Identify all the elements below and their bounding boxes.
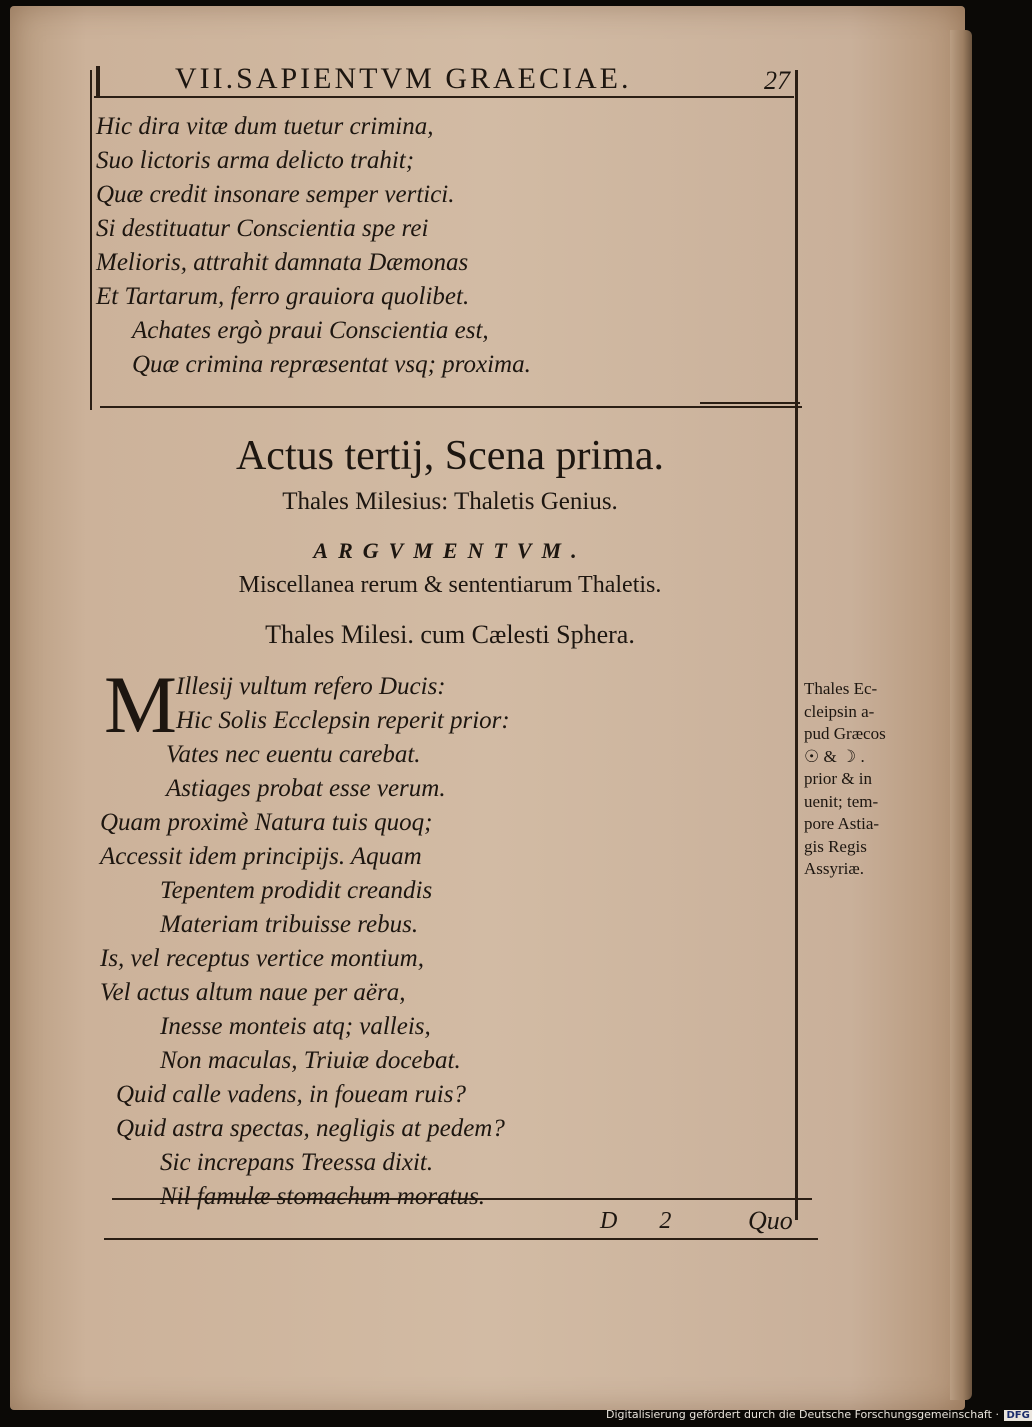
poem-line: Inesse monteis atq; valleis, — [160, 1013, 431, 1040]
poem-line: Nil famulæ stomachum moratus. — [160, 1183, 486, 1210]
poem-line: Quam proximè Natura tuis quoq; — [100, 809, 433, 836]
section-divider-right — [700, 402, 800, 404]
digitization-notice: Digitalisierung gefördert durch die Deutsche Forschungsgemeinschaft · DFG — [606, 1408, 1030, 1421]
verse-line: Quæ crimina repræsentat vsq; proxima. — [132, 351, 531, 378]
margin-note-line: Thales Ec- — [804, 679, 878, 698]
poem-line: Quid calle vadens, in foueam ruis? — [116, 1081, 466, 1108]
verse-line: Et Tartarum, ferro grauiora quolibet. — [96, 283, 470, 310]
poem-line: Astiages probat esse verum. — [166, 775, 446, 802]
margin-note-line: gis Regis — [804, 836, 867, 856]
argument-text: Miscellanea rerum & sententiarum Thaletis. — [238, 572, 662, 598]
running-header — [95, 62, 800, 96]
illustration-caption: Thales Milesi. cum Cælesti Sphera. — [265, 620, 635, 649]
margin-note-line: Assyriæ. — [804, 859, 864, 878]
poem-line: Is, vel receptus vertice montium, — [100, 945, 424, 972]
verse-line: Quæ credit insonare semper vertici. — [96, 181, 455, 208]
poem — [96, 670, 510, 1214]
section-divider — [100, 406, 802, 408]
verse-line: Suo lictoris arma delicto trahit; — [96, 147, 415, 174]
catchword: Quo — [748, 1206, 793, 1235]
poem-line: Accessit idem principijs. Aquam — [100, 843, 422, 870]
poem-line: Materiam tribuisse rebus. — [160, 911, 419, 938]
footer-rule — [104, 1238, 818, 1240]
top-verses — [96, 110, 531, 382]
argument-heading: ARGVMENTVM. — [313, 538, 587, 563]
verse-line: Melioris, attrahit damnata Dæmonas — [96, 249, 469, 276]
act-title: Actus tertij, Scena prima. — [235, 433, 665, 479]
poem-line: Hic Solis Ecclepsin reperit prior: — [176, 707, 510, 734]
header-rule-top — [96, 66, 100, 98]
dfg-logo: DFG — [1006, 1410, 1030, 1421]
margin-note-line: cleipsin a- — [804, 701, 875, 721]
digitization-notice-text: Digitalisierung gefördert durch die Deutsche Forschungsgemeinschaft — [606, 1408, 992, 1421]
verse-line: Achates ergò praui Conscientia est, — [132, 317, 489, 344]
page-edge — [950, 30, 972, 1400]
drop-cap: M — [104, 659, 177, 750]
poem-line: Tepentem prodidit creandis — [160, 877, 433, 904]
margin-note-line: prior & in — [804, 769, 872, 788]
left-border-top — [90, 70, 92, 410]
poem-line: Quid astra spectas, negligis at pedem? — [116, 1115, 505, 1142]
page-number: 27 — [764, 66, 790, 95]
scene-persons: Thales Milesius: Thaletis Genius. — [282, 488, 618, 515]
running-title: VII.SAPIENTVM GRAECIAE. — [175, 62, 632, 95]
margin-note-line: pud Græcos — [804, 724, 886, 743]
margin-note — [804, 678, 916, 881]
signature-mark: D 2 — [600, 1208, 690, 1234]
verse-line: Hic dira vitæ dum tuetur crimina, — [96, 113, 434, 140]
margin-note-line: pore Astia- — [804, 814, 880, 833]
margin-note-line: uenit; tem- — [804, 791, 879, 811]
poem-line: Illesij vultum refero Ducis: — [176, 673, 446, 700]
header-rule — [94, 96, 794, 98]
verse-line: Si destituatur Conscientia spe rei — [96, 215, 429, 242]
margin-note-line: ☉ & ☽ . — [804, 746, 865, 766]
poem-line: Non maculas, Triuiæ docebat. — [160, 1047, 461, 1074]
poem-line: Sic increpans Treessa dixit. — [160, 1149, 434, 1176]
poem-line: Vel actus altum naue per aëra, — [100, 979, 406, 1006]
poem-line: Vates nec euentu carebat. — [166, 741, 421, 768]
